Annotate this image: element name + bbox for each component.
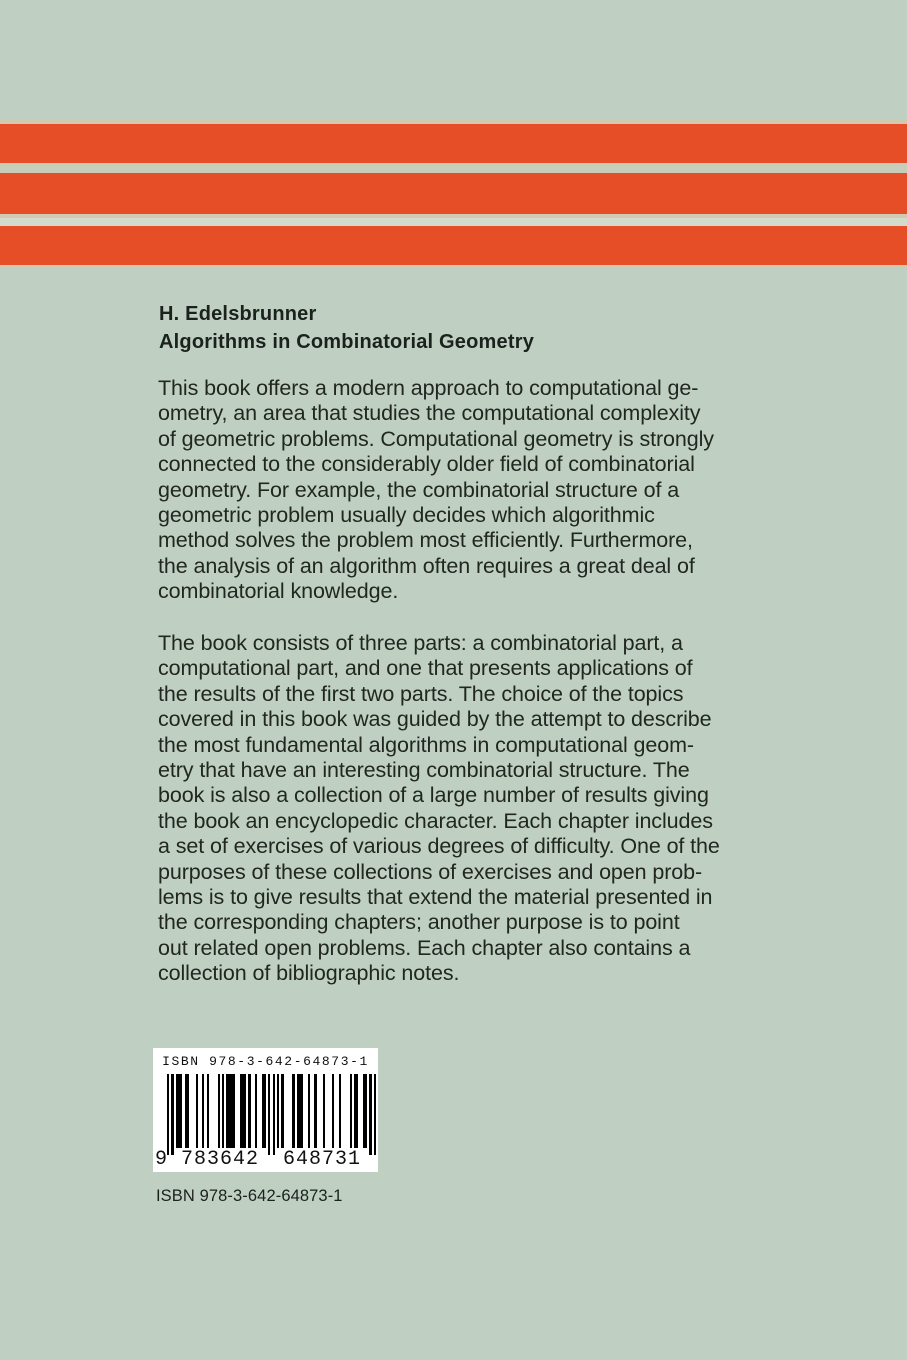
barcode-bar [196, 1074, 198, 1148]
text-line: book is also a collection of a large number of results giving [158, 783, 709, 808]
barcode-bar [268, 1074, 270, 1155]
barcode-bar [369, 1074, 371, 1155]
text-line: the book an encyclopedic character. Each chapter includes [158, 808, 713, 833]
text-line: the most fundamental algorithms in computational geom- [158, 732, 694, 757]
text-line: connected to the considerably older field of combinatorial [158, 452, 695, 477]
barcode-bar [233, 1074, 235, 1148]
text-line: geometry. For example, the combinatorial structure of a [158, 477, 680, 502]
stripe-edge-line [0, 265, 907, 268]
isbn-label: ISBN 978-3-642-64873-1 [156, 1187, 343, 1205]
text-line: covered in this book was guided by the attempt to describe [158, 707, 712, 732]
book-heading [159, 300, 534, 356]
barcode-bar [365, 1074, 367, 1148]
barcode-bar [281, 1074, 283, 1148]
book-author: H. Edelsbrunner [159, 303, 317, 325]
text-line: out related open problems. Each chapter also contains a [158, 935, 691, 960]
barcode-bar [374, 1074, 376, 1155]
stripe-gap-2 [0, 218, 907, 226]
text-line: collection of bibliographic notes. [158, 961, 460, 986]
description-paragraph-2 [158, 631, 778, 987]
barcode-digit-group-1: 783642 [181, 1148, 260, 1171]
text-line: geometric problem usually decides which algorithmic [158, 503, 655, 528]
text-line: the corresponding chapters; another purpose is to point [158, 910, 680, 935]
text-line: method solves the problem most efficiently. Furthermore, [158, 528, 693, 553]
orange-stripe-2 [0, 173, 907, 214]
text-line: the analysis of an algorithm often requires a great deal of [158, 553, 695, 578]
text-line: of geometric problems. Computational geometry is strongly [158, 426, 714, 451]
publisher-stripes [0, 120, 907, 268]
barcode-panel [153, 1048, 378, 1172]
barcode-bar [171, 1074, 173, 1155]
barcode-bar [277, 1074, 279, 1148]
barcode-bar [350, 1074, 352, 1148]
barcode-digit-group-2: 648731 [283, 1148, 362, 1171]
stripe-gap-1 [0, 163, 907, 173]
text-line: This book offers a modern approach to computational ge- [158, 376, 699, 400]
barcode-bar [218, 1074, 220, 1148]
barcode-digit-lead: 9 [155, 1148, 169, 1171]
text-line: a set of exercises of various degrees of difficulty. One of the [158, 834, 720, 859]
text-line: purposes of these collections of exercises and open prob- [158, 859, 703, 884]
barcode-bar [273, 1074, 275, 1155]
barcode-bar [202, 1074, 204, 1148]
barcode-bar [323, 1074, 325, 1148]
text-line: the results of the first two parts. The choice of the topics [158, 681, 684, 706]
orange-stripe-1 [0, 124, 907, 163]
barcode-bar [187, 1074, 189, 1148]
barcode-bar [301, 1074, 303, 1148]
book-title: Algorithms in Combinatorial Geometry [159, 331, 535, 353]
barcode-bar [244, 1074, 246, 1148]
barcode-bar [314, 1074, 316, 1148]
text-line: etry that have an interesting combinatorial structure. The [158, 758, 690, 783]
barcode-bar [356, 1074, 358, 1148]
text-line: The book consists of three parts: a combinatorial part, a [158, 631, 683, 655]
barcode-bars [167, 1074, 376, 1155]
text-line: combinatorial knowledge. [158, 579, 399, 604]
barcode-isbn-header: ISBN 978-3-642-64873-1 [162, 1054, 369, 1069]
barcode-bar [207, 1074, 209, 1148]
barcode-bar [264, 1074, 266, 1148]
barcode-bar [255, 1074, 257, 1148]
barcode-bar [308, 1074, 310, 1148]
text-line: computational part, and one that presents applications of [158, 656, 693, 681]
barcode-bar [180, 1074, 182, 1148]
barcode-bar [167, 1074, 169, 1155]
barcode-bar [222, 1074, 224, 1148]
text-line: lems is to give results that extend the material presented in [158, 885, 713, 910]
barcode-bar [292, 1074, 294, 1148]
barcode-bar [339, 1074, 341, 1148]
text-line: ometry, an area that studies the computational complexity [158, 401, 701, 426]
description-paragraph-1 [158, 376, 778, 605]
orange-stripe-3 [0, 226, 907, 265]
barcode-bar [248, 1074, 250, 1148]
barcode-bar [332, 1074, 334, 1148]
